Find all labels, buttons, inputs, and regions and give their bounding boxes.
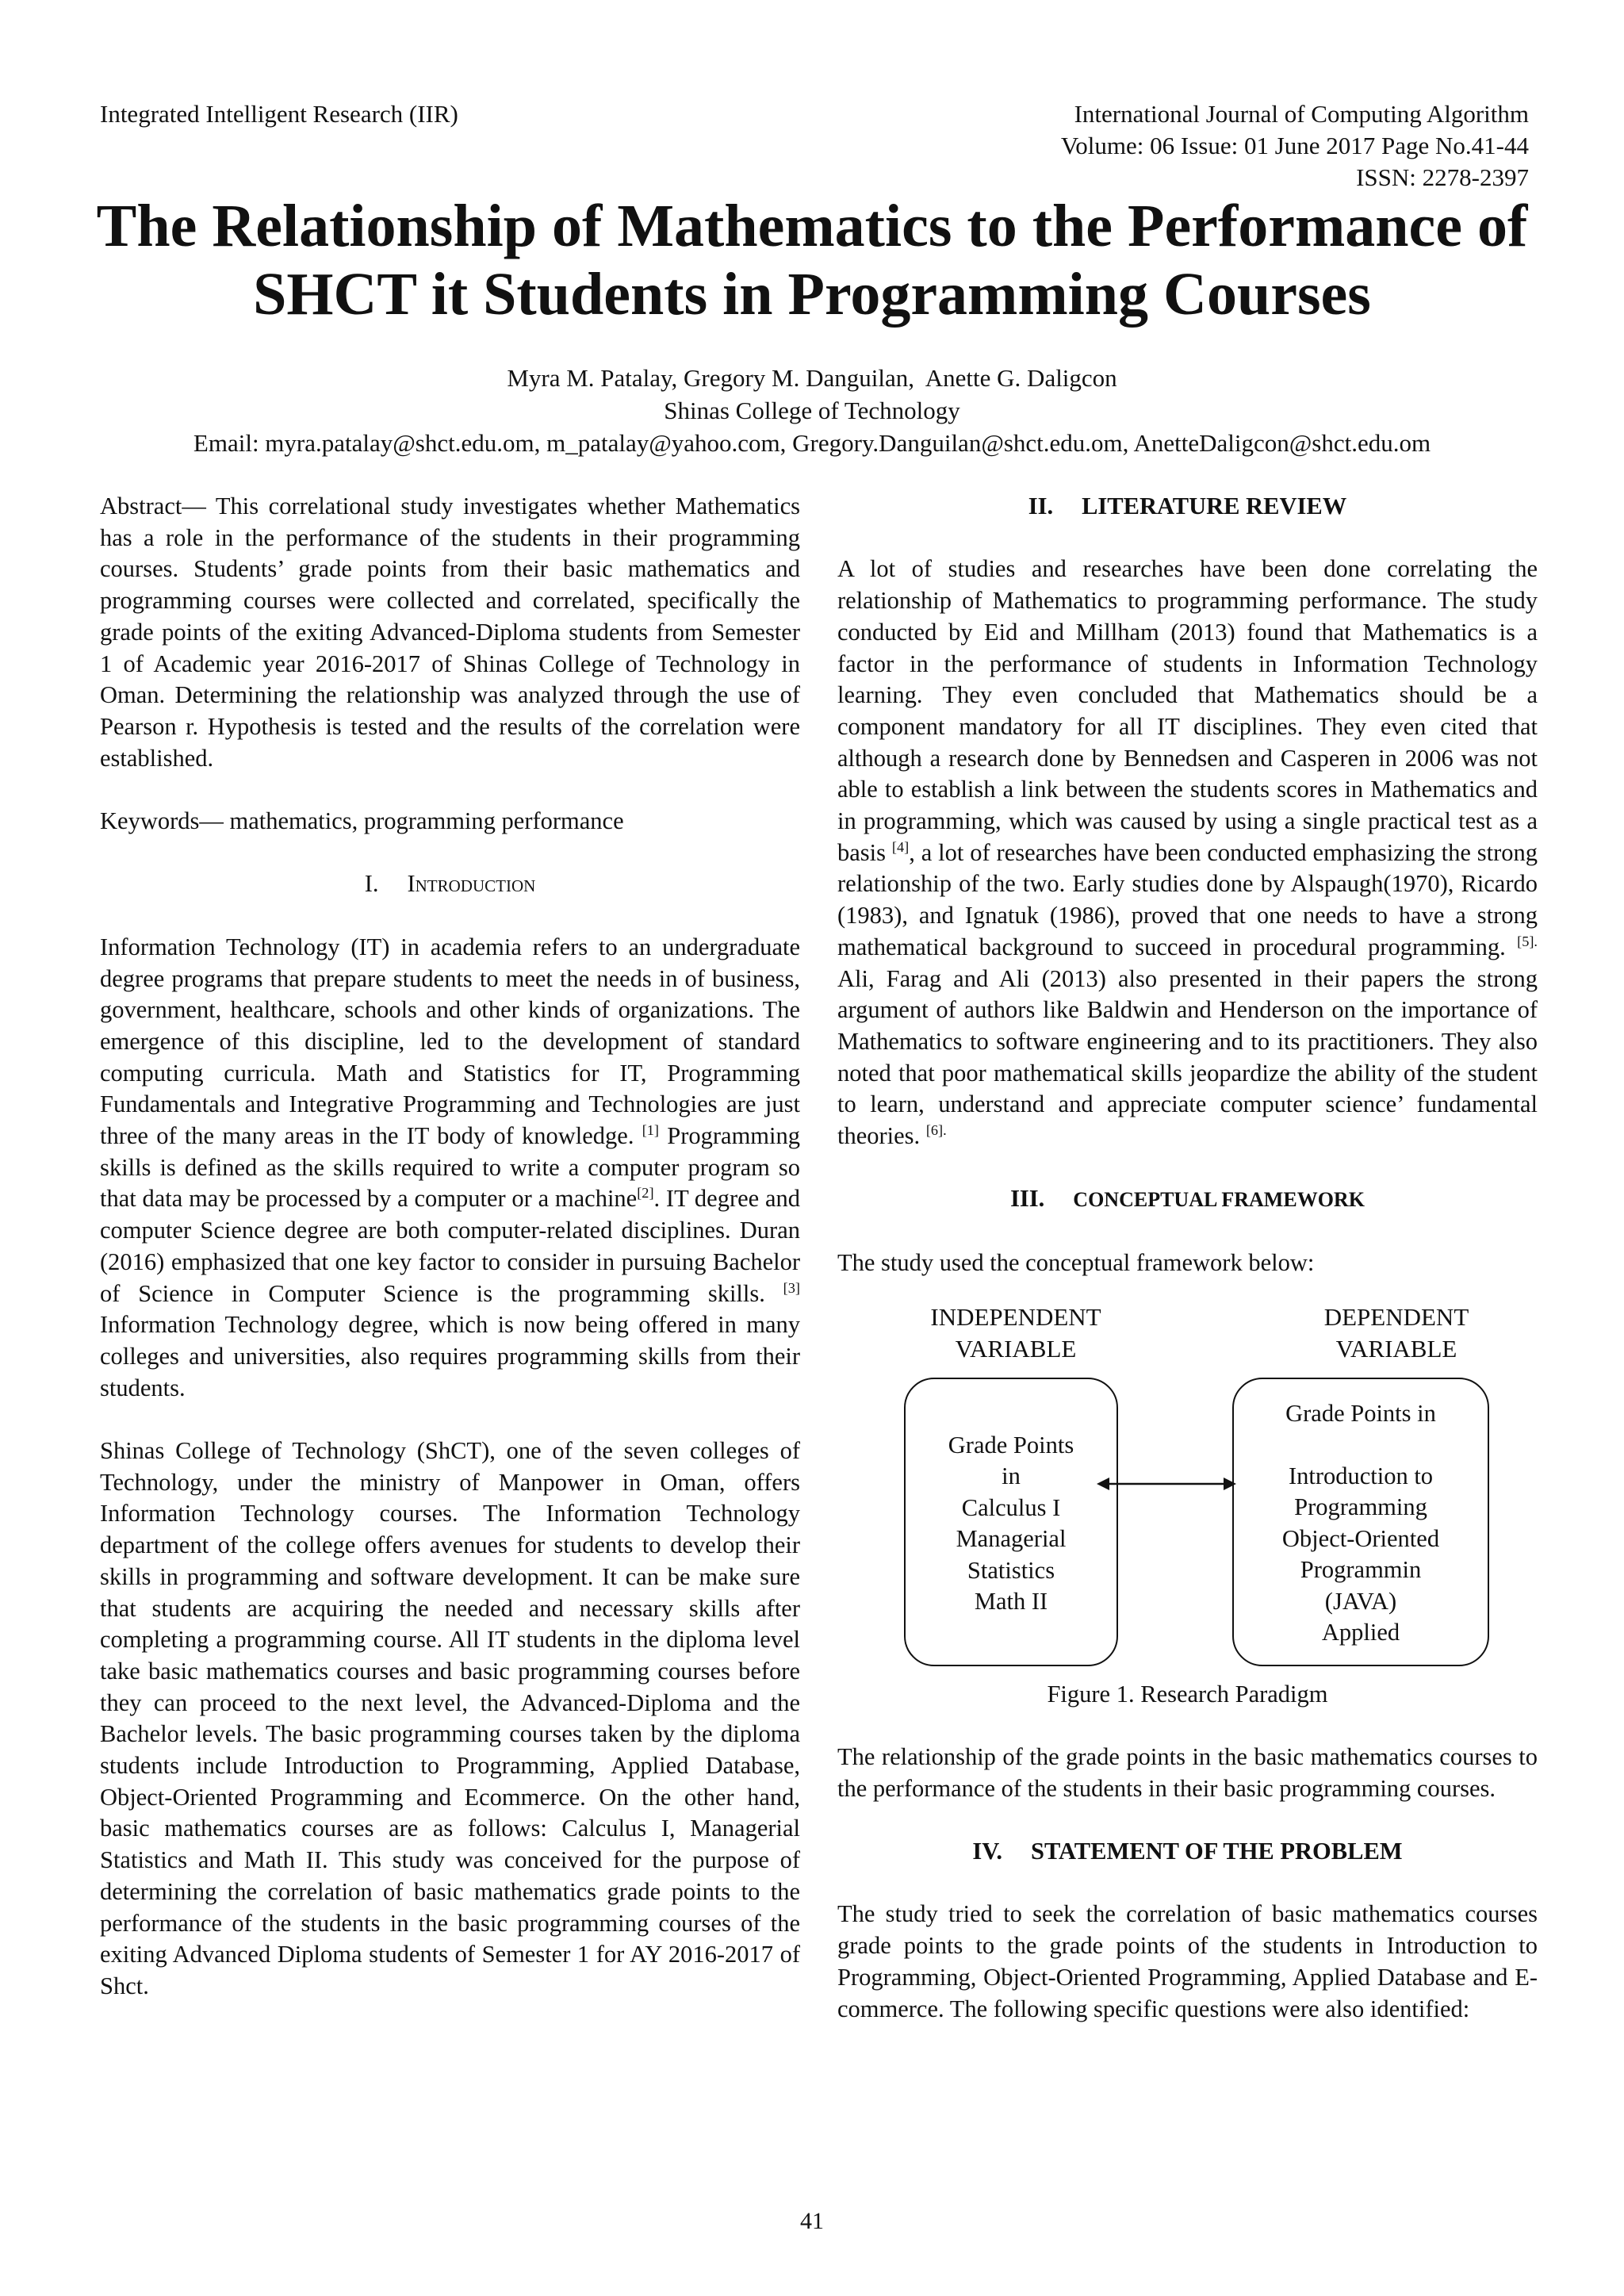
- citation-ref: [2]: [637, 1185, 654, 1202]
- bidirectional-arrow-icon: [1095, 1472, 1238, 1496]
- title-line: The Relationship of Mathematics to the Performance of: [96, 193, 1528, 259]
- concept-intro: The study used the conceptual framework below:: [837, 1248, 1315, 1276]
- section-heading-introduction: I. Introduction: [364, 870, 536, 898]
- section-heading-statement-of-problem: IV. STATEMENT OF THE PROBLEM: [972, 1838, 1403, 1865]
- dependent-variable-label: DEPENDENT VARIABLE: [1323, 1302, 1469, 1363]
- independent-variable-box: Grade Points in Calculus I Managerial Statistics Math II: [904, 1378, 1118, 1666]
- journal-issn: ISSN: 2278-2397: [1356, 163, 1529, 191]
- journal-header-left: Integrated Intelligent Research (IIR): [100, 100, 458, 128]
- citation-ref: [5].: [1517, 933, 1538, 949]
- left-column: [100, 491, 800, 2003]
- citation-ref: [3]: [783, 1279, 800, 1296]
- citation-ref: [6].: [925, 1121, 947, 1138]
- page-title: [79, 192, 1545, 328]
- citation-ref: [1]: [642, 1121, 660, 1138]
- keywords: Keywords— mathematics, programming performance: [100, 807, 624, 835]
- title-line: SHCT it Students in Programming Courses: [253, 261, 1371, 328]
- concept-after-paragraph: The relationship of the grade points in the basic mathematics courses to the performance of the students in their basic programming courses.: [837, 1742, 1538, 1802]
- abstract: Abstract— This correlational study investigates whether Mathematics has a role in the performance of the students in their programming courses. Students’ grade points from their basic mathematics and programming courses were collected and correlated, specifically the grade points of the exiting Advanced-Diploma students from Semester 1 of Academic year 2016-2017 of Shinas College of Technology in Oman. Determining the relationship was analyzed through the use of Pearson r. Hypothesis is tested and the results of the correlation were established.: [100, 493, 800, 772]
- affiliation: Shinas College of Technology: [664, 397, 960, 424]
- section-heading-literature-review: II. LITERATURE REVIEW: [1028, 493, 1347, 519]
- author-emails: Email: myra.patalay@shct.edu.om, m_patalay@yahoo.com, Gregory.Danguilan@shct.edu.om, AnetteDaligcon@shct.edu.om: [193, 429, 1431, 457]
- section-heading-conceptual-framework: III. CONCEPTUAL FRAMEWORK: [1010, 1185, 1365, 1213]
- intro-paragraph-1: Information Technology (IT) in academia refers to an undergraduate degree programs that prepare students to meet the needs in of business, government, healthcare, schools and other kinds of organizations. The emergence of this discipline, led to the development of standard computing curricula. Math and Statistics for IT, Programming Fundamentals and Integrative Programming and Technologies are just three of the many areas in the IT body of knowledge. [1] Programming skills is defined as the skills required to write a computer program so that data may be processed by a computer or a machine[2]. IT degree and computer Science degree are both computer-related disciplines. Duran (2016) emphasized that one key factor to consider in pursuing Bachelor of Science in Computer Science is the programming skills. [3] Information Technology degree, which is now being offered in many colleges and universities, also requires programming skills from their students.: [100, 933, 801, 1401]
- page-number: 41: [800, 2208, 824, 2234]
- dependent-variable-box: Grade Points in Introduction to Programming Object-Oriented Programmin (JAVA) Applied: [1232, 1378, 1489, 1666]
- author-block: [79, 362, 1545, 459]
- intro-paragraph-2: Shinas College of Technology (ShCT), one of the seven colleges of Technology, under the ministry of Manpower in Oman, offers Information Technology courses. The Information Technology department of the college offers avenues for students to develop their skills in programming and software development. It can be make sure that students are acquiring the needed and necessary skills after completing a programming course. All IT students in the diploma level take basic mathematics courses and basic programming courses before they can proceed to the next level, the Advanced-Diploma and the Bachelor levels. The basic programming courses taken by the diploma students include Introduction to Programming, Applied Database, Object-Oriented Programming and Ecommerce. On the other hand, basic mathematics courses are as follows: Calculus I, Managerial Statistics and Math II. This study was conceived for the purpose of determining the correlation of basic mathematics grade points to the performance of the students in the basic programming courses of the exiting Advanced Diploma students of Semester 1 for AY 2016-2017 of Shct.: [100, 1437, 800, 1999]
- citation-ref: [4]: [891, 838, 910, 855]
- author-names: Myra M. Patalay, Gregory M. Danguilan, Anette G. Daligcon: [507, 364, 1117, 392]
- figure-caption: Figure 1. Research Paradigm: [1047, 1680, 1328, 1708]
- journal-volume: Volume: 06 Issue: 01 June 2017 Page No.41-44: [1060, 132, 1529, 159]
- literature-paragraph: A lot of studies and researches have been done correlating the relationship of Mathematics to programming performance. The study conducted by Eid and Millham (2013) found that Mathematics is a factor in the performance of students in Information Technology learning. They even concluded that Mathematics should be a component mandatory for all IT disciplines. They even cited that although a research done by Bennedsen and Casperen in 2006 was not able to establish a link between the students scores in Mathematics and in programming, which was caused by using a single practical test as a basis [4], a lot of researches have been conducted emphasizing the strong relationship of the two. Early studies done by Alspaugh(1970), Ricardo (1983), and Ignatuk (1986), proved that one needs to have a strong mathematical background to succeed in procedural programming. $^{[5].}$ Ali, Farag and Ali (2013) also presented in their papers the strong argument of authors like Baldwin and Henderson on the importance of Mathematics to software engineering and to its practitioners. They also noted that poor mathematical skills jeopardize the ability of the student to learn, understand and appreciate computer science’ fundamental theories. $^{[6].}$: [837, 555, 1538, 1150]
- independent-variable-label: INDEPENDENT VARIABLE: [930, 1302, 1101, 1363]
- research-paradigm-figure: [837, 1301, 1538, 1674]
- journal-header-right: [1061, 98, 1529, 194]
- problem-paragraph: The study tried to seek the correlation of basic mathematics courses grade points to the grade points of the students in Introduction to Programming, Object-Oriented Programming, Applied Database and E-commerce. The following specific questions were also identified:: [837, 1900, 1538, 2022]
- journal-name: International Journal of Computing Algorithm: [1074, 100, 1529, 128]
- right-column: [837, 491, 1538, 2025]
